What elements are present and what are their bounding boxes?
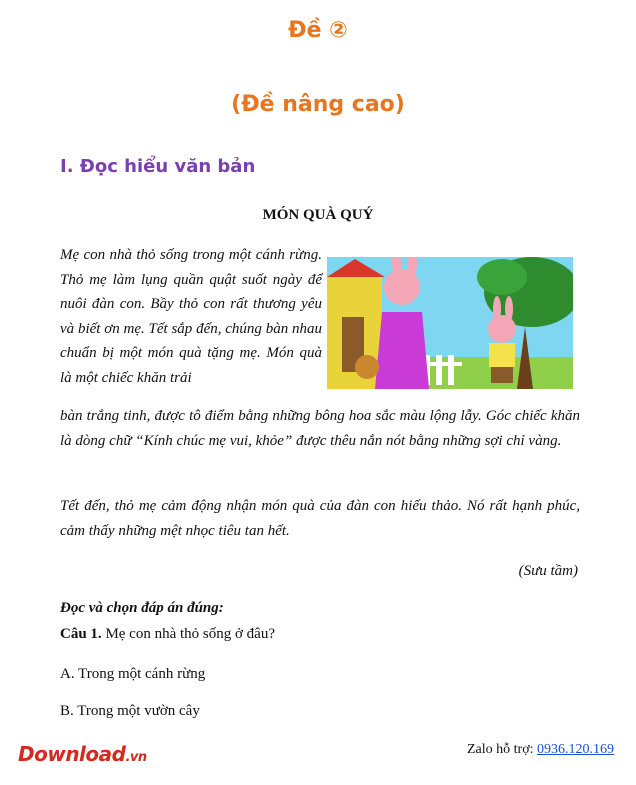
zalo-support — [467, 742, 614, 758]
question-1 — [60, 626, 275, 643]
download-vn-logo[interactable] — [18, 742, 147, 766]
question-1-text: Mẹ con nhà thỏ sống ở đâu? — [105, 626, 276, 642]
question-1-label: Câu 1. — [60, 626, 102, 642]
rabbit-illustration — [327, 257, 573, 389]
support-phone-link[interactable]: 0936.120.169 — [537, 742, 614, 757]
story-paragraph-1-part-2: bàn trắng tinh, được tô điểm bằng những bông hoa sắc màu lộng lẫy. Góc chiếc khăn là dòng chữ “Kính chúc mẹ vui, khỏe” được thêu nắn nót bằng những sợi chỉ vàng. — [60, 408, 580, 449]
story-paragraph-2: Tết đến, thỏ mẹ cảm động nhận món quà của đàn con hiếu thảo. Nó rất hạnh phúc, cảm thấy những mệt nhọc tiêu tan hết. — [60, 498, 580, 539]
support-label: Zalo hỗ trợ: — [467, 742, 534, 757]
answer-option-b: B. Trong một vườn cây — [60, 703, 200, 719]
question-instruction: Đọc và chọn đáp án đúng: — [60, 600, 224, 616]
answer-option-a: A. Trong một cánh rừng — [60, 666, 206, 682]
logo-suffix-text: .vn — [125, 750, 147, 765]
story-title: MÓN QUÀ QUÝ — [262, 207, 374, 223]
exam-level-heading: (Đề nâng cao) — [231, 92, 405, 117]
section-heading: I. Đọc hiểu văn bản — [60, 156, 256, 177]
story-source: (Sưu tầm) — [518, 563, 578, 579]
story-paragraph-1-part-1: Mẹ con nhà thỏ sống trong một cánh rừng. Thỏ mẹ làm lụng quần quật suốt ngày để nuôi đàn con. Bầy thỏ con rất thương yêu và biết ơn mẹ. Tết sắp đến, chúng bàn nhau chuẩn bị một món quà tặng mẹ. Món quà là một chiếc khăn trải — [60, 247, 322, 386]
exam-number-heading: Đề ② — [288, 18, 348, 43]
logo-main-text: Download — [18, 742, 126, 766]
